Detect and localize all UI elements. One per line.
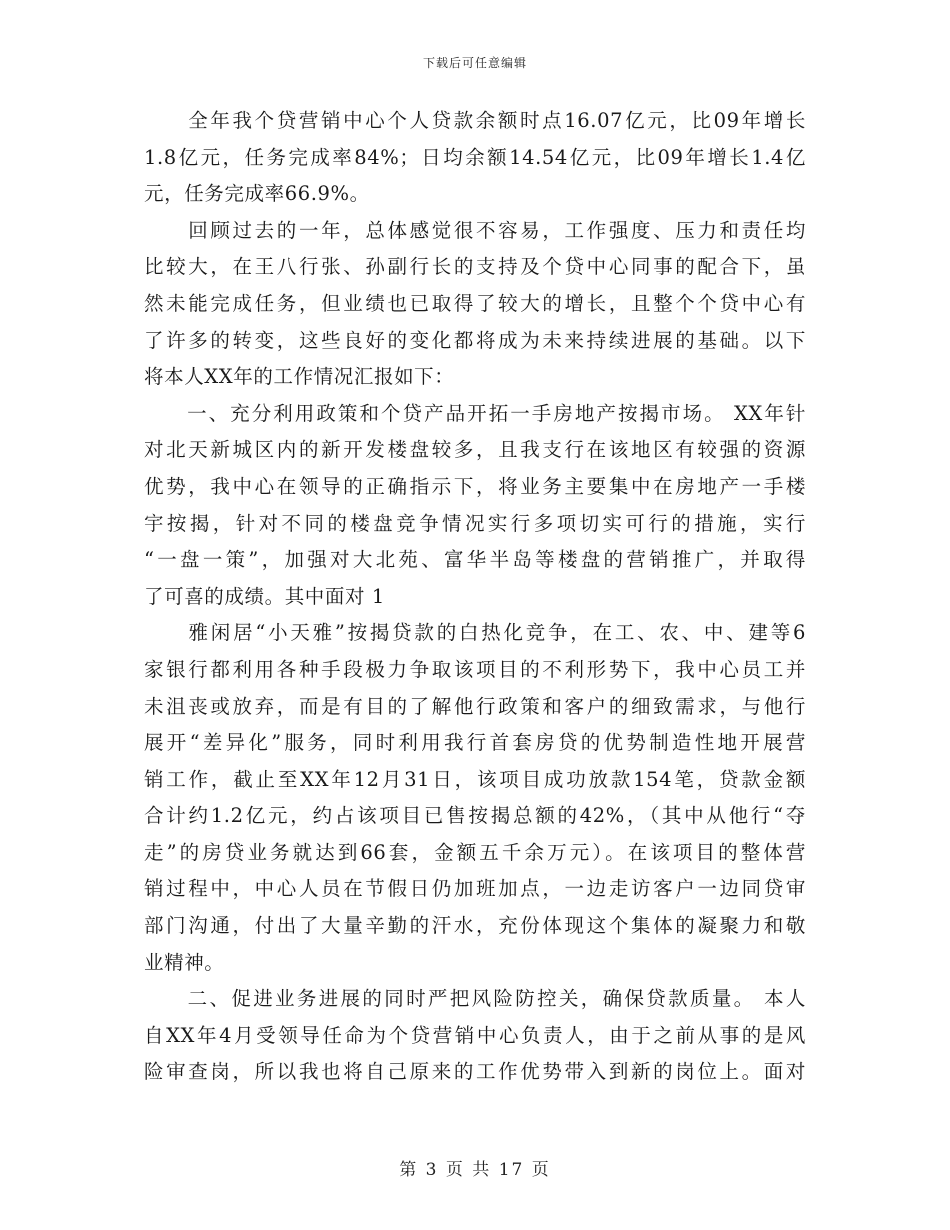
- text-line: 元，任务完成率66.9%。: [144, 182, 370, 206]
- text-line: 二、促进业务进展的同时严把风险防控关，确保贷款质量。 本人: [144, 987, 806, 1011]
- text-line: 然未能完成任务，但业绩也已取得了较大的增长，且整个个贷中心有: [144, 291, 806, 315]
- text-line: 了许多的转变，这些良好的变化都将成为未来持续进展的基础。以下: [144, 328, 806, 352]
- page-footer: 第 3 页 共 17 页: [399, 1160, 551, 1180]
- text-line: 部门沟通，付出了大量辛勤的汗水，充份体现这个集体的凝聚力和敬: [144, 914, 806, 938]
- text-line: 业精神。: [144, 950, 225, 974]
- text-line: 自XX年4月受领导任命为个贷营销中心负责人，由于之前从事的是风: [144, 1023, 806, 1047]
- text-line: 销工作，截止至XX年12月31日，该项目成功放款154笔，贷款金额: [144, 767, 806, 791]
- text-line: “一盘一策”，加强对大北苑、富华半岛等楼盘的营销推广，并取得: [144, 548, 806, 572]
- text-line: 1.8亿元，任务完成率84%；日均余额14.54亿元，比09年增长1.4亿: [144, 145, 806, 169]
- text-line: 回顾过去的一年，总体感觉很不容易，工作强度、压力和责任均: [144, 218, 806, 242]
- text-line: 将本人XX年的工作情况汇报如下：: [144, 365, 455, 389]
- text-line: 合计约1.2亿元，约占该项目已售按揭总额的42%，（其中从他行“夺: [144, 804, 806, 828]
- text-line: 了可喜的成绩。其中面对 1: [144, 584, 385, 608]
- text-line: 优势，我中心在领导的正确指示下，将业务主要集中在房地产一手楼: [144, 474, 806, 498]
- text-line: 走”的房贷业务就达到66套，金额五千余万元）。在该项目的整体营: [144, 840, 806, 864]
- text-line: 雅闲居“小天雅”按揭贷款的白热化竞争，在工、农、中、建等6: [144, 621, 806, 645]
- text-line: 宇按揭，针对不同的楼盘竞争情况实行多项切实可行的措施，实行: [144, 511, 806, 535]
- text-line: 比较大，在王八行张、孙副行长的支持及个贷中心同事的配合下，虽: [144, 255, 806, 279]
- text-line: 展开“差异化”服务，同时利用我行首套房贷的优势制造性地开展营: [144, 731, 806, 755]
- text-line: 家银行都利用各种手段极力争取该项目的不利形势下，我中心员工并: [144, 657, 806, 681]
- text-line: 一、充分利用政策和个贷产品开拓一手房地产按揭市场。 XX年针: [144, 401, 806, 425]
- text-line: 对北天新城区内的新开发楼盘较多，且我支行在该地区有较强的资源: [144, 438, 806, 462]
- text-line: 销过程中，中心人员在节假日仍加班加点，一边走访客户一边同贷审: [144, 877, 806, 901]
- page-header: 下载后可任意编辑: [422, 56, 527, 70]
- text-line: 全年我个贷营销中心个人贷款余额时点16.07亿元，比09年增长: [144, 109, 806, 132]
- text-line: 未沮丧或放弃，而是有目的了解他行政策和客户的细致需求，与他行: [144, 694, 806, 718]
- text-line: 险审查岗，所以我也将自己原来的工作优势带入到新的岗位上。面对: [144, 1060, 806, 1084]
- body-text: [144, 103, 806, 1091]
